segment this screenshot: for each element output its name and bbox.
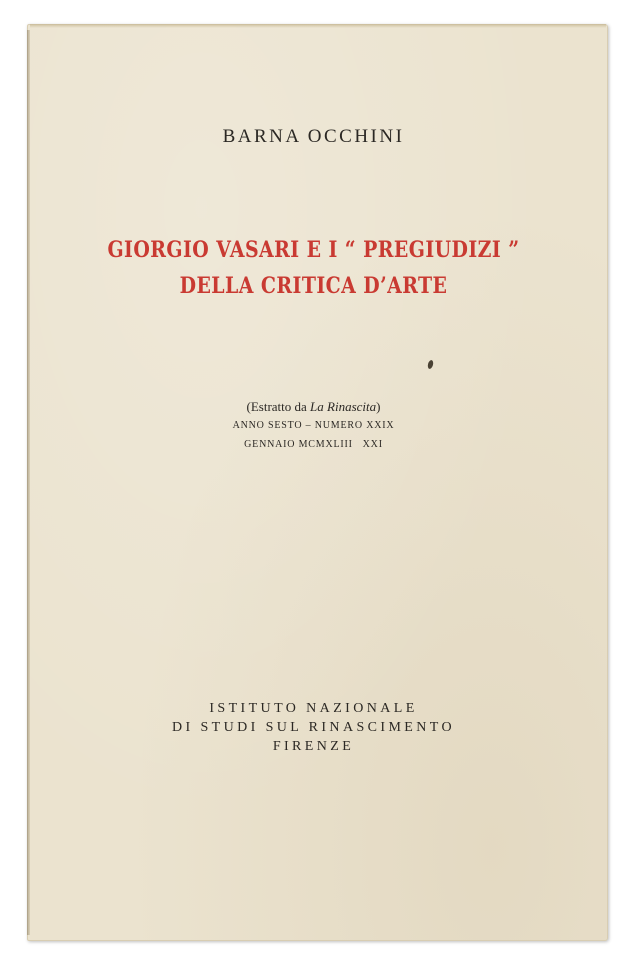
extract-suffix: ): [376, 399, 381, 414]
cover-top-edge: [30, 24, 606, 28]
publisher-city: FIRENZE: [272, 739, 355, 754]
publisher-line-1: ISTITUTO NAZIONALE: [209, 701, 418, 716]
extract-note: [0, 399, 627, 415]
journal-name: La Rinascita: [310, 399, 377, 414]
publisher-line-2: DI STUDI SUL RINASCIMENTO: [172, 720, 455, 735]
extract-prefix: (Estratto da: [246, 399, 311, 414]
issue-number: ANNO SESTO – NUMERO XXIX: [232, 420, 395, 431]
title-line-1: GIORGIO VASARI E I “ PREGIUDIZI ”: [107, 237, 520, 263]
booklet-cover: [27, 24, 608, 941]
issue-date: GENNAIO MCMXLIII XXI: [244, 439, 383, 450]
title-line-2: DELLA CRITICA D’ARTE: [179, 273, 448, 299]
author-name: BARNA OCCHINI: [222, 126, 405, 147]
staple-edge: [27, 30, 30, 935]
